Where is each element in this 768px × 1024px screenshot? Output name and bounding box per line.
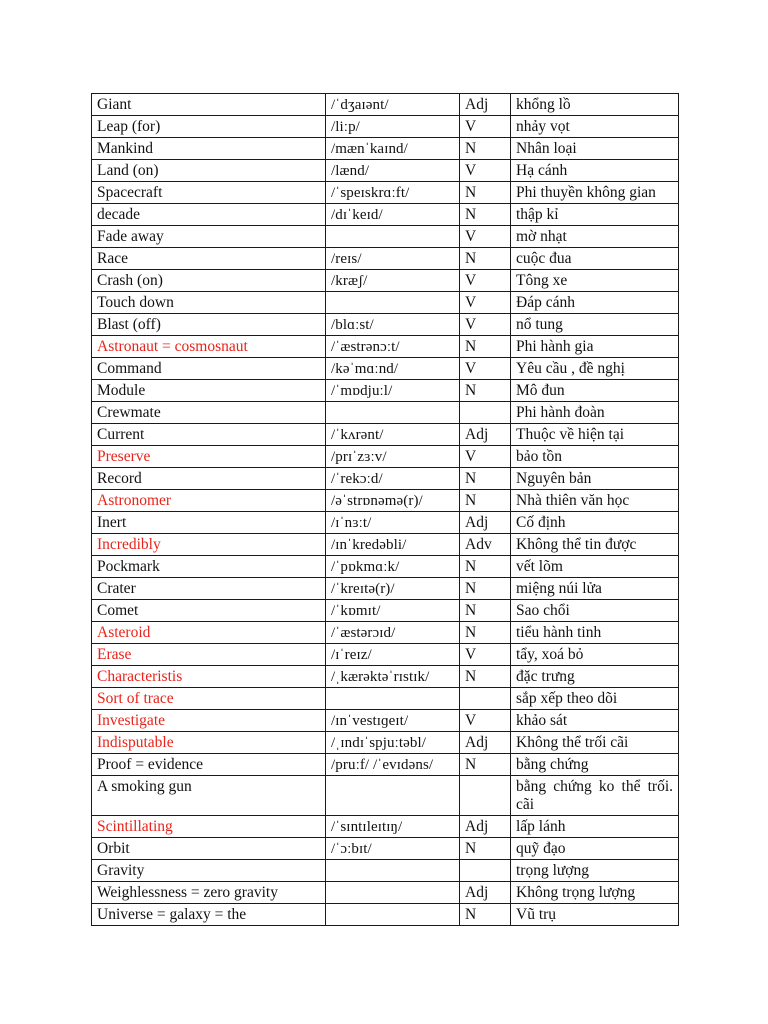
meaning-cell: bằng chứng ko thể trối. cãi: [511, 776, 679, 816]
table-row: [92, 424, 679, 446]
pronunciation-cell: /ˈæstrənɔːt/: [326, 336, 460, 358]
vocab-word-cell: Astronomer: [92, 490, 326, 512]
pronunciation-cell: /ˈmɒdjuːl/: [326, 380, 460, 402]
vocab-word-cell: Module: [92, 380, 326, 402]
table-row: [92, 468, 679, 490]
vocab-word-cell: decade: [92, 204, 326, 226]
part-of-speech-cell: N: [460, 754, 511, 776]
pronunciation-cell: [326, 882, 460, 904]
part-of-speech-cell: [460, 860, 511, 882]
vocab-word-cell: Spacecraft: [92, 182, 326, 204]
table-row: [92, 534, 679, 556]
pronunciation-cell: /ɪnˈvestɪɡeɪt/: [326, 710, 460, 732]
table-row: [92, 666, 679, 688]
vocab-word-cell: Gravity: [92, 860, 326, 882]
vocab-word-cell: Sort of trace: [92, 688, 326, 710]
pronunciation-cell: /mænˈkaɪnd/: [326, 138, 460, 160]
meaning-cell: Yêu cầu , đề nghị: [511, 358, 679, 380]
vocab-word-cell: Mankind: [92, 138, 326, 160]
meaning-cell: Phi hành đoàn: [511, 402, 679, 424]
part-of-speech-cell: Adj: [460, 424, 511, 446]
vocab-word-cell: Indisputable: [92, 732, 326, 754]
table-row: [92, 182, 679, 204]
part-of-speech-cell: N: [460, 666, 511, 688]
part-of-speech-cell: N: [460, 138, 511, 160]
table-row: [92, 380, 679, 402]
part-of-speech-cell: [460, 688, 511, 710]
meaning-cell: đặc trưng: [511, 666, 679, 688]
pronunciation-cell: /kəˈmɑːnd/: [326, 358, 460, 380]
table-row: [92, 838, 679, 860]
part-of-speech-cell: V: [460, 160, 511, 182]
vocab-word-cell: Land (on): [92, 160, 326, 182]
vocab-word-cell: Proof = evidence: [92, 754, 326, 776]
pronunciation-cell: /ˈkreɪtə(r)/: [326, 578, 460, 600]
meaning-cell: khổng lồ: [511, 94, 679, 116]
pronunciation-cell: /ˈrekɔːd/: [326, 468, 460, 490]
meaning-cell: tẩy, xoá bỏ: [511, 644, 679, 666]
vocab-word-cell: Weighlessness = zero gravity: [92, 882, 326, 904]
part-of-speech-cell: Adv: [460, 534, 511, 556]
vocab-word-cell: Comet: [92, 600, 326, 622]
meaning-cell: Phi hành gia: [511, 336, 679, 358]
pronunciation-cell: [326, 402, 460, 424]
meaning-cell: Hạ cánh: [511, 160, 679, 182]
part-of-speech-cell: N: [460, 838, 511, 860]
meaning-cell: bằng chứng: [511, 754, 679, 776]
vocab-word-cell: Preserve: [92, 446, 326, 468]
meaning-cell: Tông xe: [511, 270, 679, 292]
vocab-word-cell: Pockmark: [92, 556, 326, 578]
part-of-speech-cell: N: [460, 622, 511, 644]
pronunciation-cell: /ˈɔːbɪt/: [326, 838, 460, 860]
pronunciation-cell: /ɪˈreɪz/: [326, 644, 460, 666]
vocab-word-cell: Orbit: [92, 838, 326, 860]
part-of-speech-cell: [460, 776, 511, 816]
vocab-word-cell: Giant: [92, 94, 326, 116]
meaning-cell: Mô đun: [511, 380, 679, 402]
table-row: [92, 446, 679, 468]
vocab-word-cell: Characteristis: [92, 666, 326, 688]
part-of-speech-cell: N: [460, 336, 511, 358]
vocab-word-cell: Crash (on): [92, 270, 326, 292]
table-row: [92, 776, 679, 816]
table-row: [92, 578, 679, 600]
pronunciation-cell: [326, 860, 460, 882]
meaning-cell: sắp xếp theo dõi: [511, 688, 679, 710]
part-of-speech-cell: V: [460, 270, 511, 292]
meaning-cell: Đáp cánh: [511, 292, 679, 314]
vocab-word-cell: Investigate: [92, 710, 326, 732]
table-row: [92, 732, 679, 754]
meaning-cell: Sao chổi: [511, 600, 679, 622]
meaning-cell: khảo sát: [511, 710, 679, 732]
meaning-cell: Không trọng lượng: [511, 882, 679, 904]
part-of-speech-cell: V: [460, 446, 511, 468]
meaning-cell: nổ tung: [511, 314, 679, 336]
meaning-cell: Nhà thiên văn học: [511, 490, 679, 512]
part-of-speech-cell: V: [460, 358, 511, 380]
pronunciation-cell: /prɪˈzɜːv/: [326, 446, 460, 468]
part-of-speech-cell: V: [460, 292, 511, 314]
vocab-word-cell: Crewmate: [92, 402, 326, 424]
pronunciation-cell: /ˈæstərɔɪd/: [326, 622, 460, 644]
meaning-cell: miệng núi lửa: [511, 578, 679, 600]
table-row: [92, 622, 679, 644]
meaning-cell: tiểu hành tinh: [511, 622, 679, 644]
pronunciation-cell: [326, 688, 460, 710]
vocab-word-cell: Inert: [92, 512, 326, 534]
table-row: [92, 270, 679, 292]
meaning-cell: vết lõm: [511, 556, 679, 578]
vocab-word-cell: Fade away: [92, 226, 326, 248]
table-row: [92, 160, 679, 182]
meaning-cell: Không thể trối cãi: [511, 732, 679, 754]
vocab-word-cell: Incredibly: [92, 534, 326, 556]
vocabulary-table: [91, 93, 679, 926]
table-row: [92, 600, 679, 622]
pronunciation-cell: /ˈpɒkmɑːk/: [326, 556, 460, 578]
table-row: [92, 882, 679, 904]
table-row: [92, 204, 679, 226]
meaning-cell: Phi thuyền không gian: [511, 182, 679, 204]
part-of-speech-cell: N: [460, 600, 511, 622]
part-of-speech-cell: V: [460, 710, 511, 732]
meaning-cell: cuộc đua: [511, 248, 679, 270]
part-of-speech-cell: Adj: [460, 94, 511, 116]
table-row: [92, 688, 679, 710]
meaning-cell: lấp lánh: [511, 816, 679, 838]
table-row: [92, 644, 679, 666]
meaning-cell: thập kỉ: [511, 204, 679, 226]
part-of-speech-cell: V: [460, 226, 511, 248]
vocab-word-cell: Blast (off): [92, 314, 326, 336]
table-row: [92, 710, 679, 732]
pronunciation-cell: /ɪnˈkredəbli/: [326, 534, 460, 556]
pronunciation-cell: [326, 776, 460, 816]
part-of-speech-cell: Adj: [460, 732, 511, 754]
table-row: [92, 402, 679, 424]
pronunciation-cell: /lænd/: [326, 160, 460, 182]
table-row: [92, 556, 679, 578]
meaning-cell: Thuộc về hiện tại: [511, 424, 679, 446]
vocab-word-cell: Current: [92, 424, 326, 446]
pronunciation-cell: /ˌɪndɪˈspjuːtəbl/: [326, 732, 460, 754]
pronunciation-cell: /ˈsɪntɪleɪtɪŋ/: [326, 816, 460, 838]
pronunciation-cell: /ˈdʒaɪənt/: [326, 94, 460, 116]
vocab-word-cell: Universe = galaxy = the: [92, 904, 326, 926]
table-row: [92, 358, 679, 380]
part-of-speech-cell: N: [460, 490, 511, 512]
meaning-cell: mờ nhạt: [511, 226, 679, 248]
table-row: [92, 490, 679, 512]
meaning-cell: nhảy vọt: [511, 116, 679, 138]
vocab-word-cell: Record: [92, 468, 326, 490]
vocab-word-cell: Touch down: [92, 292, 326, 314]
part-of-speech-cell: N: [460, 380, 511, 402]
vocab-word-cell: Leap (for): [92, 116, 326, 138]
meaning-cell: bảo tồn: [511, 446, 679, 468]
pronunciation-cell: [326, 904, 460, 926]
vocab-word-cell: Crater: [92, 578, 326, 600]
pronunciation-cell: [326, 226, 460, 248]
part-of-speech-cell: N: [460, 204, 511, 226]
part-of-speech-cell: N: [460, 468, 511, 490]
table-row: [92, 314, 679, 336]
part-of-speech-cell: [460, 402, 511, 424]
table-row: [92, 248, 679, 270]
table-row: [92, 226, 679, 248]
vocab-word-cell: Command: [92, 358, 326, 380]
vocab-word-cell: Astronaut = cosmosnaut: [92, 336, 326, 358]
vocab-word-cell: Asteroid: [92, 622, 326, 644]
part-of-speech-cell: N: [460, 904, 511, 926]
table-row: [92, 904, 679, 926]
pronunciation-cell: /ˌkærəktəˈrɪstɪk/: [326, 666, 460, 688]
pronunciation-cell: /əˈstrɒnəmə(r)/: [326, 490, 460, 512]
part-of-speech-cell: V: [460, 644, 511, 666]
meaning-cell: Vũ trụ: [511, 904, 679, 926]
part-of-speech-cell: Adj: [460, 816, 511, 838]
vocab-word-cell: A smoking gun: [92, 776, 326, 816]
table-row: [92, 816, 679, 838]
part-of-speech-cell: Adj: [460, 882, 511, 904]
table-row: [92, 860, 679, 882]
pronunciation-cell: /ˈkɒmɪt/: [326, 600, 460, 622]
table-row: [92, 292, 679, 314]
pronunciation-cell: /kræʃ/: [326, 270, 460, 292]
table-row: [92, 336, 679, 358]
meaning-cell: Không thể tin được: [511, 534, 679, 556]
meaning-cell: Cố định: [511, 512, 679, 534]
pronunciation-cell: /pruːf/ /ˈevɪdəns/: [326, 754, 460, 776]
vocabulary-table-body: [92, 94, 679, 926]
part-of-speech-cell: V: [460, 116, 511, 138]
pronunciation-cell: /reɪs/: [326, 248, 460, 270]
meaning-cell: quỹ đạo: [511, 838, 679, 860]
pronunciation-cell: [326, 292, 460, 314]
part-of-speech-cell: N: [460, 248, 511, 270]
part-of-speech-cell: Adj: [460, 512, 511, 534]
part-of-speech-cell: N: [460, 578, 511, 600]
table-row: [92, 94, 679, 116]
meaning-cell: Nguyên bản: [511, 468, 679, 490]
vocab-word-cell: Race: [92, 248, 326, 270]
table-row: [92, 512, 679, 534]
table-row: [92, 116, 679, 138]
meaning-cell: trọng lượng: [511, 860, 679, 882]
pronunciation-cell: /blɑːst/: [326, 314, 460, 336]
vocab-word-cell: Erase: [92, 644, 326, 666]
table-row: [92, 754, 679, 776]
part-of-speech-cell: V: [460, 314, 511, 336]
part-of-speech-cell: N: [460, 182, 511, 204]
part-of-speech-cell: N: [460, 556, 511, 578]
pronunciation-cell: /liːp/: [326, 116, 460, 138]
pronunciation-cell: /ˈspeɪskrɑːft/: [326, 182, 460, 204]
vocab-word-cell: Scintillating: [92, 816, 326, 838]
pronunciation-cell: /ɪˈnɜːt/: [326, 512, 460, 534]
pronunciation-cell: /dɪˈkeɪd/: [326, 204, 460, 226]
pronunciation-cell: /ˈkʌrənt/: [326, 424, 460, 446]
vocabulary-page: [91, 93, 678, 926]
table-row: [92, 138, 679, 160]
meaning-cell: Nhân loại: [511, 138, 679, 160]
